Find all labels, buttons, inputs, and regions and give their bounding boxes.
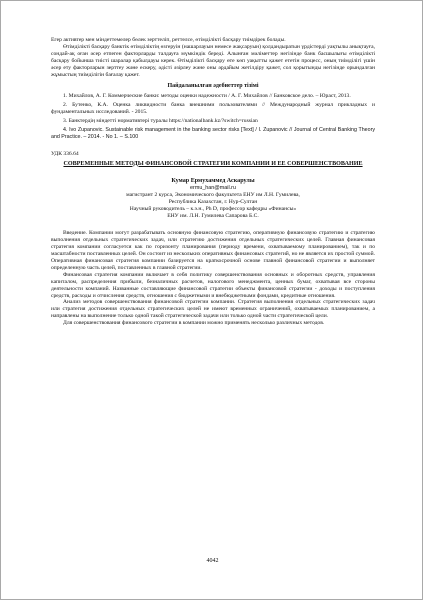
article-title: СОВРЕМЕННЫЕ МЕТОДЫ ФИНАНСОВОЙ СТРАТЕГИИ КОМПАНИИ И ЕЕ СОВЕРШЕНСТВОВАНИЕ bbox=[63, 160, 363, 167]
reference-item: 1. Михайлов, А. Г. Коммерческие банки: методы оценки надежности / А. Г. Михайлов // Банковское дело. – Юраст, 2013. bbox=[63, 93, 351, 100]
author-name: Кумар Ермухаммед Аскарулы bbox=[171, 177, 255, 184]
reference-item: 4. Ivo Zupanovic. Sustainable risk management in the banking sector risks [Text] / I. Zupanovic // Journal of Central Banking Theory and Practice. – 2014. - No 1. – S.100 bbox=[51, 126, 375, 140]
page-number: 4042 bbox=[206, 558, 219, 564]
affiliation-line: магистрант 2 курса, Экономического факультета ЕНУ им Л.Н. Гумилева, bbox=[126, 191, 300, 198]
paragraph: Введение. Компании могут разрабатывать основную финансовую стратегию, оперативную финансовую стратегию и стратегию выполнения отдельных стратегических задач, или стратегию достижения отдельных стратегических целей. Главная финансовая стратегия компании согласуется как по горизонту планирования (периоду времени, охватываемому планированием), так и по масштабности поставленных целей. Он состоит из нескольких оперативных финансовых стратегий, но не является их простой суммой. Оперативная финансовая стратегия компании базируется на краткосрочной основе главной финансовой стратегии и выполняет определенную часть целей, поставленных в главной стратегии. bbox=[51, 230, 375, 271]
author-email: ermu_han@mail.ru bbox=[190, 184, 236, 191]
paragraph: Анализ методов совершенствования финансовой стратегии компании. Стратегия выполнения отдельных стратегических задач или стратегия достижения отдельных стратегических целей не имеют временных ограничений, охватываемых планированием, а направлены на выполнение только одной такой стратегической задачи или только одной части стратегической цели. bbox=[51, 299, 375, 320]
spacer bbox=[51, 219, 375, 230]
page-content bbox=[51, 37, 375, 327]
reference-item: 2. Бутенко, К.А. Оценка ликвидности банка внешними пользователями // Международный журнал прикладных и фундаментальных исследований. - 2015. bbox=[51, 102, 375, 116]
paragraph: Егер активтер мен міндеттемелер бөлек зерттеліп, реттелсе, өтімділікті басқару тиімдірек болады. bbox=[51, 37, 286, 43]
reference-item: 3. Банктердің міндетті нормативтері туралы https://nationalbank.kz/?switch=russian bbox=[63, 118, 258, 125]
paragraph: Өтімділікті басқару банктік өтімділіктің өзгеруін (нашарлауын немесе жақсаруын) қолдандыратын үрдістерді уақтылы анықтауға, сондай-ақ оған әсер етпеген факторларды талдауға мүмкіндік береді. Алынған мәліметтер негізінде банк басшылығы өтімділікті басқару бойынша тиісті шаралар қабылдауы керек. Өтімділікті басқару өте көп уақытты қажет ететін процесс, оның тиімділігі үшін әсер ету факторларын зерттеу және ескеру, әдісті әзірлеу және оны әрдайым жетілдіру қажет, сол қорытынды негізінде орындалған жұмыстың тиімділігін бағалау қажет. bbox=[51, 43, 375, 78]
paragraph: Для совершенствования финансового стратегии в компании можно применять несколько различных методов. bbox=[63, 320, 325, 327]
paragraph: Финансовая стратегия компании включает в себя политику совершенствования основных и оборотных средств, управления капиталом, распределения прибыли, безналичных расчетов, налогового менеджмента, ценных бумаг, охватывая все стороны деятельности компаний. Названные составляющие финансовой стратегии объекты финансовой стратегии - доходы и поступления средств, расходы и отчисления средств, отношения с бюджетными и внебюджетными фондами, кредитные отношения. bbox=[51, 271, 375, 299]
affiliation-line: Республика Казахстан, г. Нур-Султан bbox=[168, 198, 258, 205]
affiliation-line: Научный руководитель – к.э.н., Ph D, профессор кафедры «Финансы» bbox=[129, 205, 297, 212]
affiliation-line: ЕНУ им. Л.Н. Гумилева Сапарова Б.С. bbox=[167, 212, 259, 219]
udk-code: УДК 336.64 bbox=[51, 150, 79, 157]
references-title: Пайдаланылған әдебиеттер тізімі bbox=[167, 83, 259, 90]
